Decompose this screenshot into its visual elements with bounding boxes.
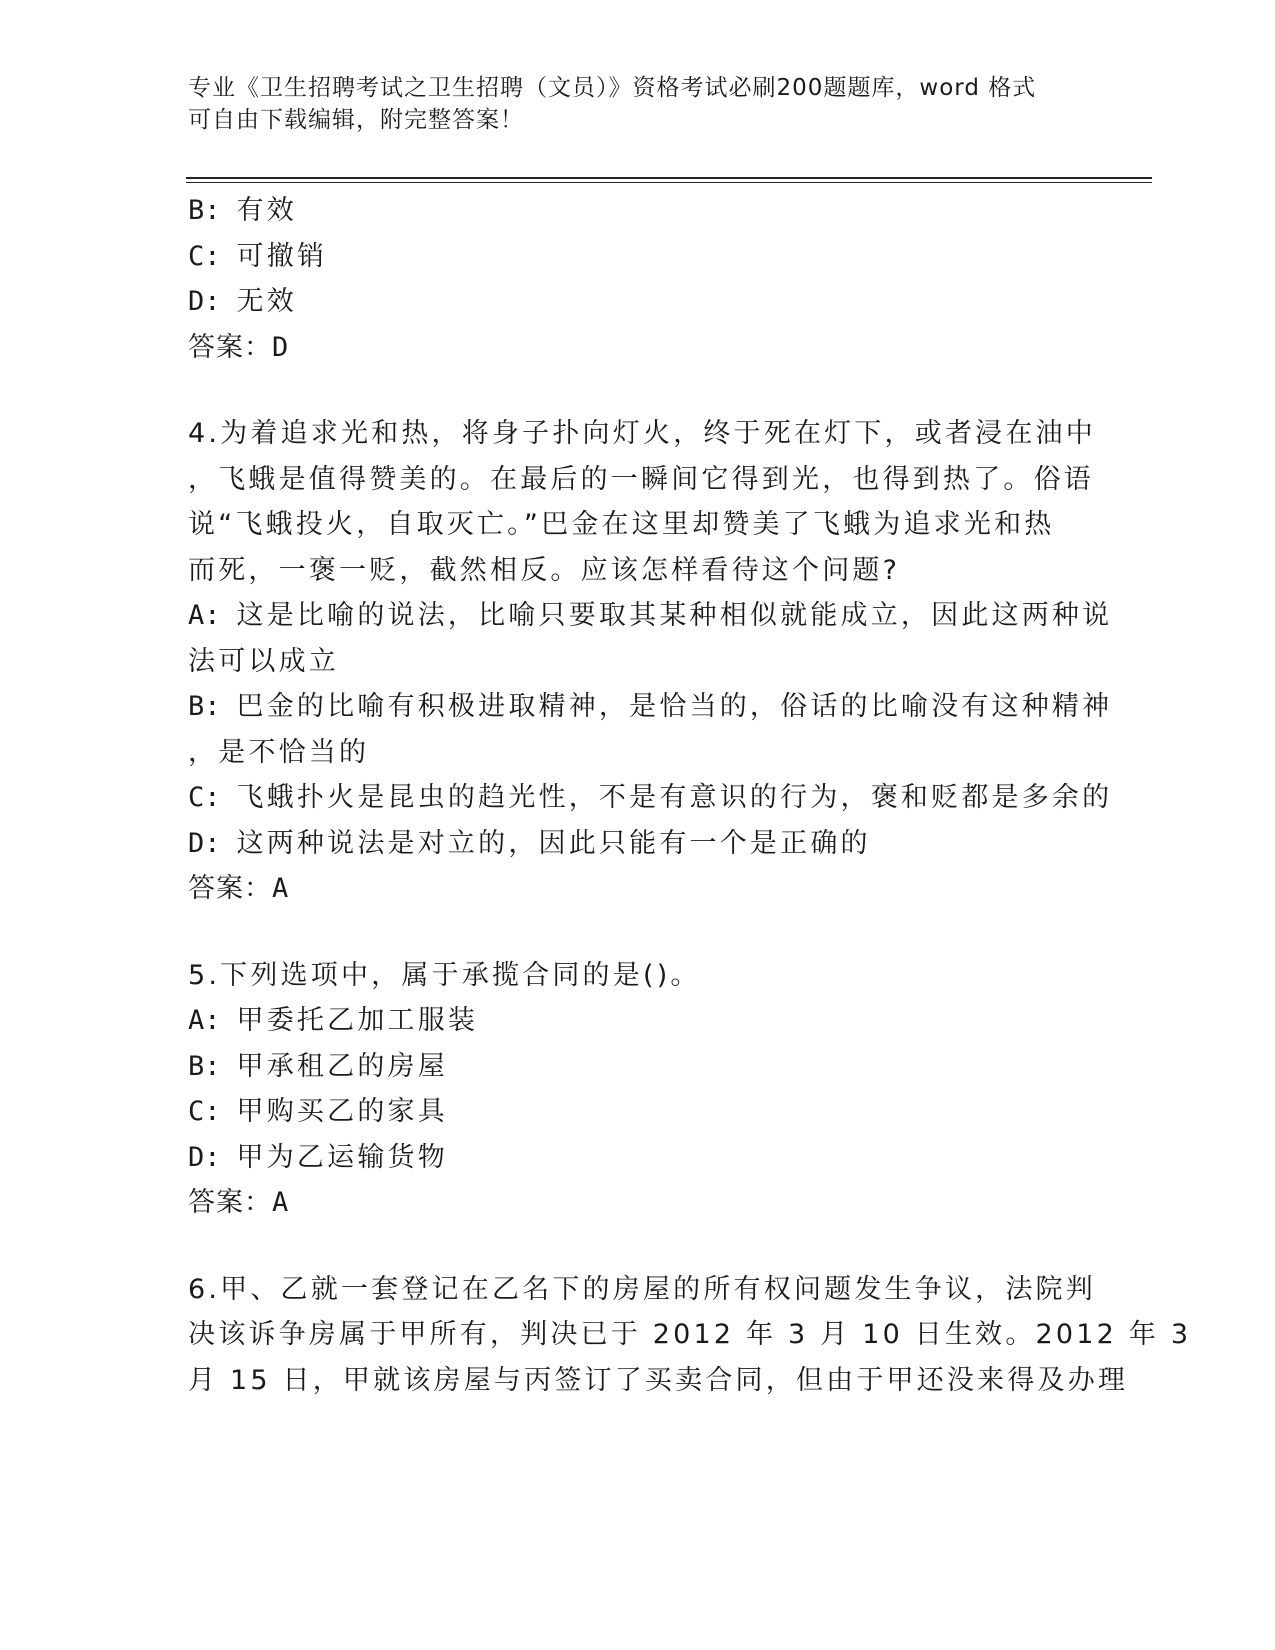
answer-value: A [272,873,290,904]
question-stem-line: 决该诉争房属于甲所有，判决已于 2012 年 3 月 10 日生效。2012 年 3 [188,1319,1192,1350]
option-a [188,593,1113,639]
document-body [188,188,1192,1403]
option-text: 甲为乙运输货物 [236,1141,448,1173]
question-stem-line: 而死，一褒一贬，截然相反。应该怎样看待这个问题? [188,554,901,586]
option-letter: B: [188,691,221,722]
option-letter: C: [188,240,221,272]
question-gap [188,370,1088,411]
option-text: 甲承租乙的房屋 [236,1050,448,1082]
option-text: 这两种说法是对立的，因此只能有一个是正确的 [236,827,871,859]
option-a [188,998,1088,1044]
option-d [188,1135,1088,1181]
option-text: 甲购买乙的家具 [236,1096,448,1127]
option-c [188,234,1088,280]
question-6 [188,1267,1192,1404]
option-text: 这是比喻的说法，比喻只要取其某种相似就能成立，因此这两种说 [236,600,1113,631]
question-gap [188,912,1088,953]
header-rule-thin [186,182,1152,183]
question-stem-line: 6.甲、乙就一套登记在乙名下的房屋的所有权问题发生争议，法院判 [188,1273,1096,1305]
answer-label: 答案： [188,331,272,363]
answer-line [188,1180,1088,1226]
option-c [188,775,1113,821]
option-d [188,279,1088,325]
header-rule-thick [186,177,1152,179]
question-stem-line: 月 15 日，甲就该房屋与丙签订了买卖合同，但由于甲还没来得及办理 [188,1364,1129,1396]
answer-value: A [272,1187,290,1218]
question-gap [188,1226,1088,1267]
option-a-continuation: 法可以成立 [188,645,339,677]
question-stem-line: 说“飞蛾投火，自取灭亡。”巴金在这里却赞美了飞蛾为追求光和热 [188,509,1055,540]
option-letter: A: [188,600,221,631]
question-stem-line: 4.为着追求光和热，将身子扑向灯火，终于死在灯下，或者浸在油中 [188,418,1096,449]
option-text: 无效 [236,286,297,317]
option-letter: D: [188,286,221,317]
option-letter: D: [188,1141,221,1173]
option-letter: B: [188,195,221,226]
answer-value: D [272,331,290,363]
question-5 [188,953,1088,1226]
option-c [188,1089,1088,1135]
answer-label: 答案： [188,873,272,904]
option-d [188,821,1088,867]
option-letter: A: [188,1005,221,1036]
option-letter: D: [188,827,221,859]
question-stem-line: ，飞蛾是值得赞美的。在最后的一瞬间它得到光，也得到热了。俗语 [188,463,1094,495]
option-letter: B: [188,1050,221,1082]
option-b-continuation: ，是不恰当的 [188,736,370,768]
option-b [188,188,1088,234]
option-text: 巴金的比喻有积极进取精神，是恰当的，俗话的比喻没有这种精神 [236,691,1113,722]
answer-line [188,325,1088,371]
header-line-2: 可自由下载编辑，附完整答案！ [188,107,524,133]
question-3 [188,188,1088,370]
question-4 [188,411,1113,912]
header-line-1: 专业《卫生招聘考试之卫生招聘（文员）》资格考试必刷200题题库，word 格式 [188,75,1037,101]
answer-label: 答案： [188,1187,272,1218]
option-text: 甲委托乙加工服装 [236,1005,479,1036]
option-text: 有效 [236,195,297,226]
option-letter: C: [188,782,221,813]
answer-line [188,866,1088,912]
page-header [188,72,1068,136]
option-b [188,684,1113,730]
question-stem-line: 5.下列选项中，属于承揽合同的是()。 [188,959,701,991]
option-text: 飞蛾扑火是昆虫的趋光性，不是有意识的行为，褒和贬都是多余的 [236,782,1113,813]
option-text: 可撤销 [236,240,328,272]
option-letter: C: [188,1096,221,1127]
option-b [188,1044,1088,1090]
